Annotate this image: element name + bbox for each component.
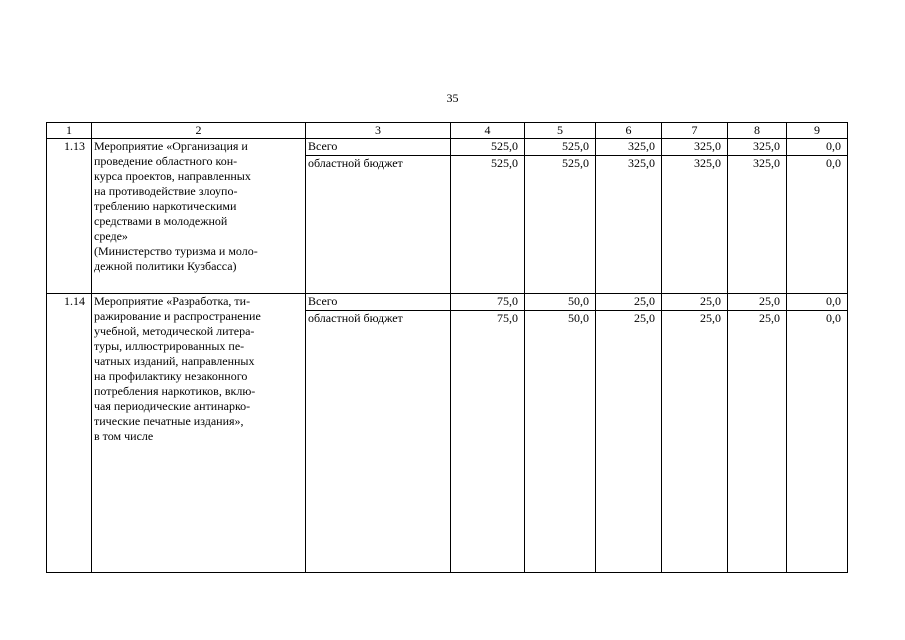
column-header: 8 bbox=[728, 123, 787, 139]
funding-source: Всего bbox=[306, 139, 451, 156]
row-id: 1.14 bbox=[47, 294, 92, 573]
amount-cell: 50,0 bbox=[525, 294, 596, 311]
funding-source: областной бюджет bbox=[306, 156, 451, 294]
amount-cell: 525,0 bbox=[525, 156, 596, 294]
column-header: 2 bbox=[92, 123, 306, 139]
budget-table bbox=[46, 122, 848, 573]
table-row bbox=[47, 139, 848, 156]
amount-cell: 325,0 bbox=[662, 156, 728, 294]
column-header: 7 bbox=[662, 123, 728, 139]
amount-cell: 75,0 bbox=[451, 311, 525, 573]
funding-source: Всего bbox=[306, 294, 451, 311]
amount-cell: 25,0 bbox=[596, 311, 662, 573]
table-row bbox=[47, 294, 848, 311]
amount-cell: 25,0 bbox=[662, 311, 728, 573]
column-header: 1 bbox=[47, 123, 92, 139]
amount-cell: 75,0 bbox=[451, 294, 525, 311]
amount-cell: 325,0 bbox=[728, 156, 787, 294]
amount-cell: 325,0 bbox=[728, 139, 787, 156]
column-header: 5 bbox=[525, 123, 596, 139]
activity-description: Мероприятие «Разработка, ти- ражирование и распространение учебной, методической литера- туры, иллюстрированных пе- чатных изданий, направленных на профилактику незаконного потребления наркотиков, вклю- чая периодические антинарко- тические печатные издания», в том числе bbox=[92, 294, 306, 573]
amount-cell: 25,0 bbox=[596, 294, 662, 311]
amount-cell: 0,0 bbox=[787, 311, 848, 573]
column-header: 9 bbox=[787, 123, 848, 139]
amount-cell: 525,0 bbox=[525, 139, 596, 156]
column-header-row bbox=[47, 123, 848, 139]
amount-cell: 325,0 bbox=[596, 156, 662, 294]
funding-source: областной бюджет bbox=[306, 311, 451, 573]
amount-cell: 525,0 bbox=[451, 156, 525, 294]
amount-cell: 525,0 bbox=[451, 139, 525, 156]
amount-cell: 25,0 bbox=[728, 311, 787, 573]
amount-cell: 0,0 bbox=[787, 139, 848, 156]
amount-cell: 25,0 bbox=[662, 294, 728, 311]
amount-cell: 50,0 bbox=[525, 311, 596, 573]
amount-cell: 325,0 bbox=[596, 139, 662, 156]
amount-cell: 325,0 bbox=[662, 139, 728, 156]
column-header: 4 bbox=[451, 123, 525, 139]
row-id: 1.13 bbox=[47, 139, 92, 294]
amount-cell: 0,0 bbox=[787, 156, 848, 294]
page-number: 35 bbox=[446, 91, 459, 105]
column-header: 6 bbox=[596, 123, 662, 139]
amount-cell: 25,0 bbox=[728, 294, 787, 311]
activity-description: Мероприятие «Организация и проведение областного кон- курса проектов, направленных на противодействие злоупо- треблению наркотическими средствами в молодежной среде» (Министерство туризма и моло- дежной политики Кузбасса) bbox=[92, 139, 306, 294]
column-header: 3 bbox=[306, 123, 451, 139]
amount-cell: 0,0 bbox=[787, 294, 848, 311]
